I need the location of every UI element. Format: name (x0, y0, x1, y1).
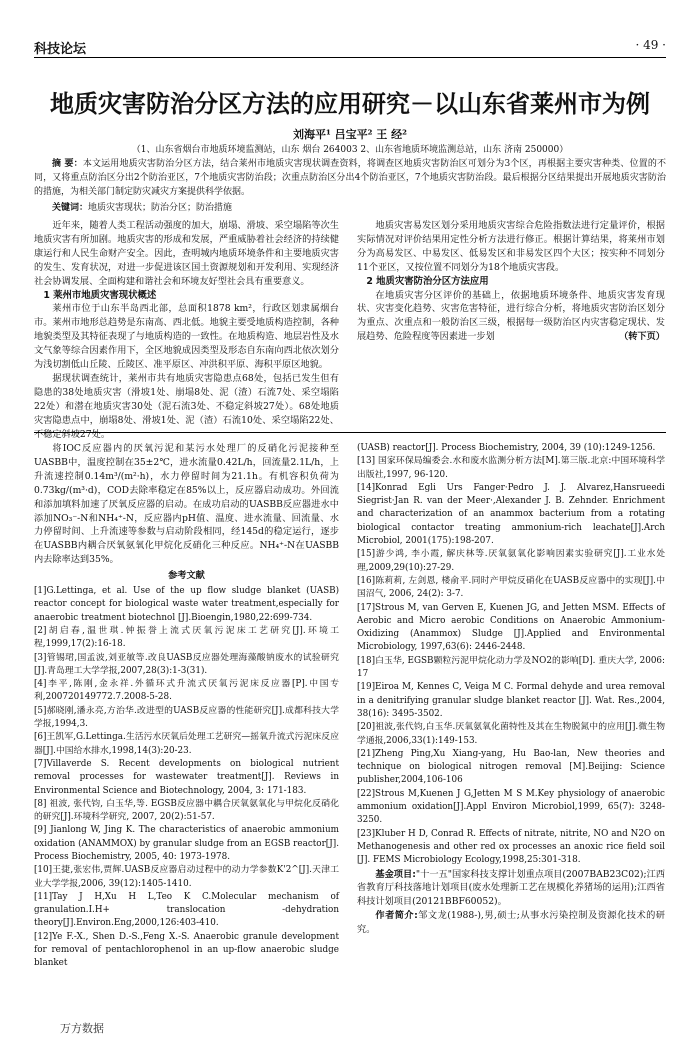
section-heading: 1 莱州市地质灾害现状概述 (43, 289, 157, 301)
reference-item: [16]陈莉莉, 左剑恩, 楼俞平.同时产甲烷反硝化在UASB反应器中的实现[J].中国沼气, 2006, 24(2): 3-7. (357, 575, 665, 600)
reference-item: [22]Strous M,Kuenen J G,Jetten M S M.Key physiology of anaerobic ammonium oxidation[J].Appl Environ Microbiol,1999, 65(7): 3248-3250. (357, 788, 665, 826)
reference-item: [20]祖波,张代钧,白玉华.厌氧氨氧化菌特性及其在生物脱氮中的应用[J].微生物学通报,2006,33(1):149-153. (357, 722, 665, 746)
reference-item: [13] 国家环保局编委会.水和废水监测分析方法[M].第三版.北京:中国环境科学出版社,1997, 96-120. (357, 456, 665, 480)
fund-text: "十一五"国家科技支撑计划重点项目(2007BAB23C02);江西省教育厅科技落地计划项目(废水处理新工艺在规模化养猪场的运用);江西省科技计划项目(20121BBF60052)。 (357, 868, 665, 908)
keywords-text: 地质灾害现状；防治分区；防治措施 (88, 203, 233, 213)
body-paragraph: 据现状调查统计，莱州市共有地质灾害隐患点68处，包括已发生但有隐患的38处地质灾害（滑坡1处、崩塌8处、泥（渣）石流7处、采空塌陷22处）和潜在地质灾害30处（泥石流3处、不稳定斜坡27处）。68处地质灾害隐患点中，崩塌8处、滑坡1处、泥（渣）石流10处、采空塌陷22处、不稳定斜坡27处。 (34, 372, 339, 440)
reference-item: [4]李平,陈刚,金永祥.外循环式升流式厌氧污泥床反应器[P].中国专利,200720149772.7.2008-5-28. (34, 679, 339, 703)
journal-name: 科技论坛 (34, 42, 87, 57)
abstract-label: 摘 要： (52, 159, 83, 169)
reference-item: [14]Konrad Egli Urs Fanger·Pedro J. J. Alvarez,Hansrueedi Siegrist·Jan R. van der Meer·,Alexander J. B. Zehnder. Enrichment and characterization of an anammox bacterium from a rotating biological contactor treating ammonium-rich leachate[J].Arch Microbiol, 2001(175):198-207. (357, 482, 665, 547)
references-heading: 参考文献 (168, 570, 205, 582)
reference-item: [21]Zheng Ping,Xu Xiang-yang, Hu Bao-lan, New theories and technique on biological nitrogen removal [M].Beijing: Science publisher,2004,106-106 (357, 748, 665, 786)
fund-note (357, 868, 665, 910)
body-paragraph: 近年来，随着人类工程活动强度的加大，崩塌、滑坡、采空塌陷等次生地质灾害有所加剧。地质灾害的形成和发展，严重威胁着社会经济的持续健康运行和人民生命财产安全。因此，查明城内地质环境条件和主要地质灾害的发生、发育状况，对进一步促进该区国土资源规划和开发利用、实现经济社会协调发展、全面构建和谐社会和环境友好型社会具有重要意义。 (34, 220, 339, 287)
keywords-label: 关键词： (52, 203, 89, 213)
author-note-text: 邹文龙(1988-),男,硕士;从事水污染控制及资源化技术的研究。 (357, 910, 665, 936)
lower-column-left (34, 442, 339, 971)
keywords (34, 201, 666, 215)
body-column-left (34, 219, 339, 442)
body-paragraph (357, 289, 665, 345)
reference-item: [12]Ye F.-X., Shen D.-S.,Feng X.-S. Anaerobic granule development for removal of pentachlorophenol in an up-flow anaerobic sludge blanket (34, 931, 339, 969)
footer-watermark: 万方数据 (60, 1022, 104, 1035)
reference-item: [2]胡启春,温世琪.钟振誉上流式厌氧污泥床工艺研究[J].环境工程,1999,17(2):16-18. (34, 625, 339, 650)
body-paragraph: 将IOC反应器内的厌氧污泥和某污水处理厂的反硝化污泥接种至UASBB中，温度控制在35±2℃，进水流量0.42L/h，回流量2.1L/h，上升流速控制0.14m³/(m²·h)，水力停留时间为21.1h。有机容积负荷为0.73kg/(m³·d)，COD去除率稳定在85%以上，反应器启动成功。外回流和添加填料加速了厌氧反应器的启动。在成功启动的UASBB反应器进水中添加NO₃⁻-N和NH₄⁺-N，反应器内pH值、温度、进水流量、回流量、水力停留时间、上升流速等参数与启动阶段相同，经145d的稳定运行，逐步在UASBB内耦合厌氧氨氧化甲烷化反硝化三种反应。NH₄⁺-N在UASBB内去除率达到35%。 (34, 443, 339, 566)
reference-item: [3]管锡珺,国孟波,刘亚敏等.改良UASB反应器处理海藻酸钠废水的试验研究[J].青岛理工大学学报,2007,28(3):1-3(31). (34, 652, 339, 676)
reference-item: [15]游少鸿, 李小霞, 解庆林等.厌氧氨氧化影响因素实验研究[J].工业水处理,2009,29(10):27-29. (357, 549, 665, 573)
reference-item: [1]G.Lettinga, et al. Use of the up flow sludge blanket (UASB) reactor concept for biological waste water treatment,especially for anaerobic treatment biotechnol [J].Bioengin,1980,22:699-734. (34, 586, 339, 623)
body-column-right (357, 219, 665, 344)
reference-item: [19]Eiroa M, Kennes C, Veiga M C. Formal dehyde and urea removal in a denitrifying granular sludge blanket reactor [J]. Wat. Res.,2004, 38(16): 3495-3502. (357, 682, 665, 719)
header-rule (34, 57, 666, 58)
body-paragraph: 地质灾害易发区划分采用地质灾害综合危险指数法进行定量评价，根据实际情况对评价结果用定性分析方法进行修正。根据计算结果，将莱州市划分为高易发区、中易发区、低易发区和非易发区四个大区；按实种不同划分11个亚区，又按位置不同划分为18个地质灾害段。 (357, 220, 665, 273)
article-divider (34, 432, 666, 433)
abstract-text: 本文运用地质灾害防治分区方法，结合莱州市地质灾害现状调查资料，将调查区地质灾害防治区可划分为3个区，再根据主要灾害种类、位置的不同，又将重点防治区分出2个防治亚区，7个地质灾害防治段；次重点防治区分出4个防治亚区，7个地质灾害防治段。最后根据分区结果提出开展地质灾害防治的措施，为相关部门制定防灾减灾方案提供科学依据。 (34, 159, 667, 197)
reference-item: [5]郝晓刚,潘永亮,方治华.改进型的UASB反应器的性能研究[J].成都科技大学学报,1994,3. (34, 705, 339, 730)
reference-item: [18]白玉华, EGSB颗粒污泥甲烷化动力学及NO2的影响[D]. 重庆大学, 2006: 17 (357, 655, 665, 680)
article-authors: 刘海平¹ 吕宝平² 王 经² (293, 128, 407, 141)
continued-note: （转下页） (619, 331, 665, 343)
reference-item: [17]Strous M, van Gerven E, Kuenen JG, and Jetten MSM. Effects of Aerobic and Micro aerobic Conditions on Anaerobic Ammonium-Oxidizing (Anammox) Sludge [J].Applied and Environmental Microbiology, 1997,63(6): 2446-2448. (357, 602, 665, 653)
fund-label: 基金项目: (375, 868, 416, 880)
article-affiliation: （1、山东省烟台市地质环境监测站，山东 烟台 264003 2、山东省地质环境监测总站，山东 济南 250000） (131, 145, 569, 155)
author-note (357, 909, 665, 937)
section-heading: 2 地质灾害防治分区方法应用 (366, 275, 489, 287)
reference-item: [10]王捷,张宏伟,贾辉.UASB反应器启动过程中的动力学参数K'2^[J].天津工业大学学报,2006, 39(12):1405-1410. (34, 865, 339, 889)
reference-item: [6]王凯军,G.Lettinga.生活污水厌氧后处理工艺研究—摇氧升流式污泥床反应器[J].中国给水排水,1998,14(3):20-23. (34, 732, 339, 756)
abstract (34, 157, 666, 199)
body-paragraph: 莱州市位于山东半岛西北部，总面积1878 km²，行政区划隶属烟台市。莱州市地形总趋势是东南高、西北低。地貌主要受地质构造控制，各种地貌类型及其特征表现了与地质构造的一致性。在地质构造、地层岩性及水文气象等综合因素作用下，全区地貌成因类型及形态自东南向西北依次划分为浅切割低山丘陵、丘陵区、准平原区、冲洪积平原、海积平原区地貌。 (34, 303, 339, 371)
reference-item: [7]Villaverde S. Recent developments on biological nutrient removal processes for wastewater treatment[J]. Reviews in Environmental Science and Biotechnology, 2004, 3: 171-183. (34, 758, 339, 796)
reference-item: [11]Tay J H,Xu H L,Teo K C.Molecular mechanism of granulation.I.H+ translocation -dehydration theory[J].Environ.Eng,2000,126:403-410. (34, 891, 339, 929)
body-paragraph-text: 在地质灾害分区评价的基础上，依据地质环境条件、地质灾害发育现状、灾害变化趋势、灾害危害特征，进行综合分析，将地质灾害防治区划分为重点、次重点和一般防治区三级，根据每一级防治区内灾害稳定现状、发展趋势、危险程度等因素进一步划 (357, 289, 665, 343)
reference-item: [23]Kluber H D, Conrad R. Effects of nitrate, nitrite, NO and N2O on Methanogenesis and other red ox processes an anoxic rice field soil [J]. FEMS Microbiology Ecology,1998,25:301-318. (357, 828, 665, 866)
page-number: · 49 · (635, 38, 666, 52)
reference-item: [8] 祖波, 张代钧, 白玉华,等. EGSB反应器中耦合厌氧氨氧化与甲烷化反硝化的研究[J].环境科学研究, 2007, 20(2):51-57. (34, 798, 339, 823)
article-title: 地质灾害防治分区方法的应用研究－以山东省莱州市为例 (50, 90, 650, 118)
reference-item: [9] Jianlong W, Jing K. The characteristics of anaerobic ammonium oxidation (ANAMMOX) by granular sludge from an EGSB reactor[J]. Process Biochemistry, 2005, 40: 1973-1978. (34, 825, 339, 862)
author-note-label: 作者简介: (375, 910, 418, 922)
lower-column-right (357, 442, 665, 937)
reference-item: (UASB) reactor[J]. Process Biochemistry, 2004, 39 (10):1249-1256. (357, 443, 656, 453)
